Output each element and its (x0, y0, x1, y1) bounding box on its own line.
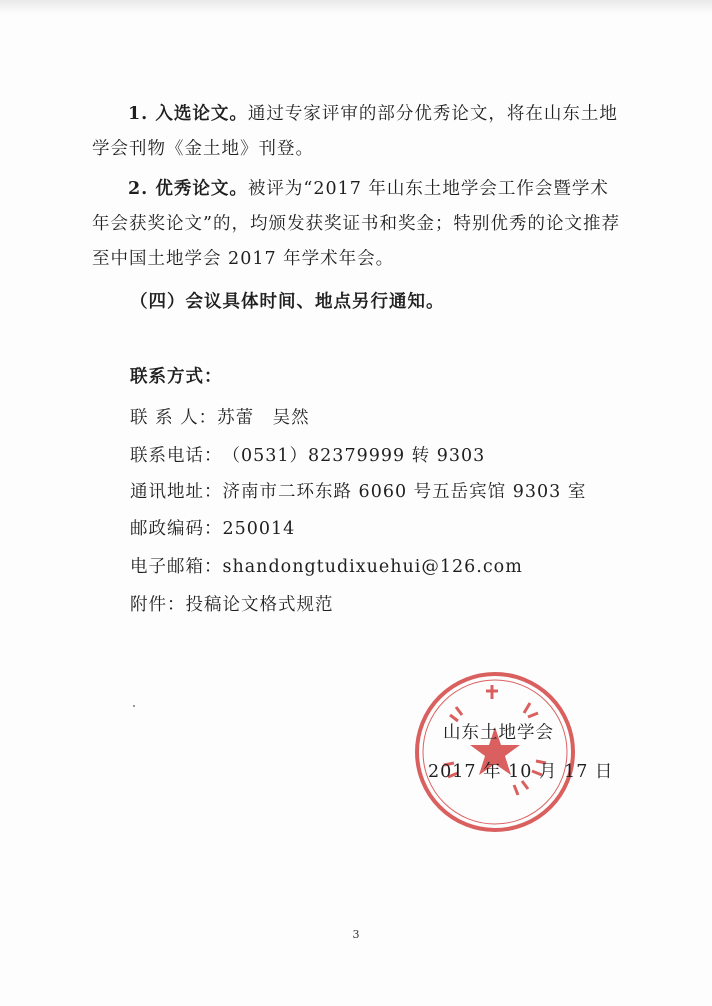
contact-heading: 联系方式： (130, 367, 223, 387)
contact-postcode-row (130, 515, 295, 540)
contact-email-value: shandongtudixuehui@126.com (222, 557, 523, 577)
contact-phone-label: 联系电话： (130, 446, 223, 466)
contact-phone-value: （0531）82379999 转 9303 (222, 446, 486, 466)
item-2-lead: 2. 优秀论文。 (128, 179, 248, 199)
section-4-heading: （四）会议具体时间、地点另行通知。 (130, 292, 445, 312)
item-2-text: 被评为“2017 年山东土地学会工作会暨学术年会获奖论文”的，均颁发获奖证书和奖金；特别优秀的论文推荐至中国土地学会 2017 年学术年会。 (92, 179, 620, 269)
scan-speck (133, 705, 135, 707)
signature-org: 山东土地学会 (443, 723, 554, 743)
attachment-value: 投稿论文格式规范 (185, 595, 334, 615)
contact-postcode-label: 邮政编码： (130, 519, 223, 539)
contact-person-label: 联 系 人： (130, 408, 218, 428)
scan-edge (0, 0, 712, 14)
contact-person-value: 苏蕾 吴然 (217, 408, 310, 428)
item-1-text: 通过专家评审的部分优秀论文，将在山东土地学会刊物《金土地》刊登。 (92, 104, 618, 159)
signature-date: 2017 年 10 月 17 日 (428, 762, 614, 782)
attachment-row (130, 591, 334, 616)
official-seal (410, 667, 580, 837)
contact-address-label: 通讯地址： (130, 482, 223, 502)
page-number: 3 (352, 928, 360, 941)
attachment-label: 附件： (130, 595, 186, 615)
contact-address-value: 济南市二环东路 6060 号五岳宾馆 9303 室 (222, 482, 587, 502)
contact-postcode-value: 250014 (222, 519, 296, 539)
contact-email-label: 电子邮箱： (130, 557, 223, 577)
contact-email-row (130, 553, 523, 578)
contact-address-row (130, 478, 586, 503)
contact-phone-row (130, 442, 485, 467)
paragraph-item-2 (92, 172, 620, 277)
contact-person-row (130, 404, 310, 429)
item-1-lead: 1. 入选论文。 (128, 104, 248, 124)
paragraph-item-1 (92, 97, 620, 167)
